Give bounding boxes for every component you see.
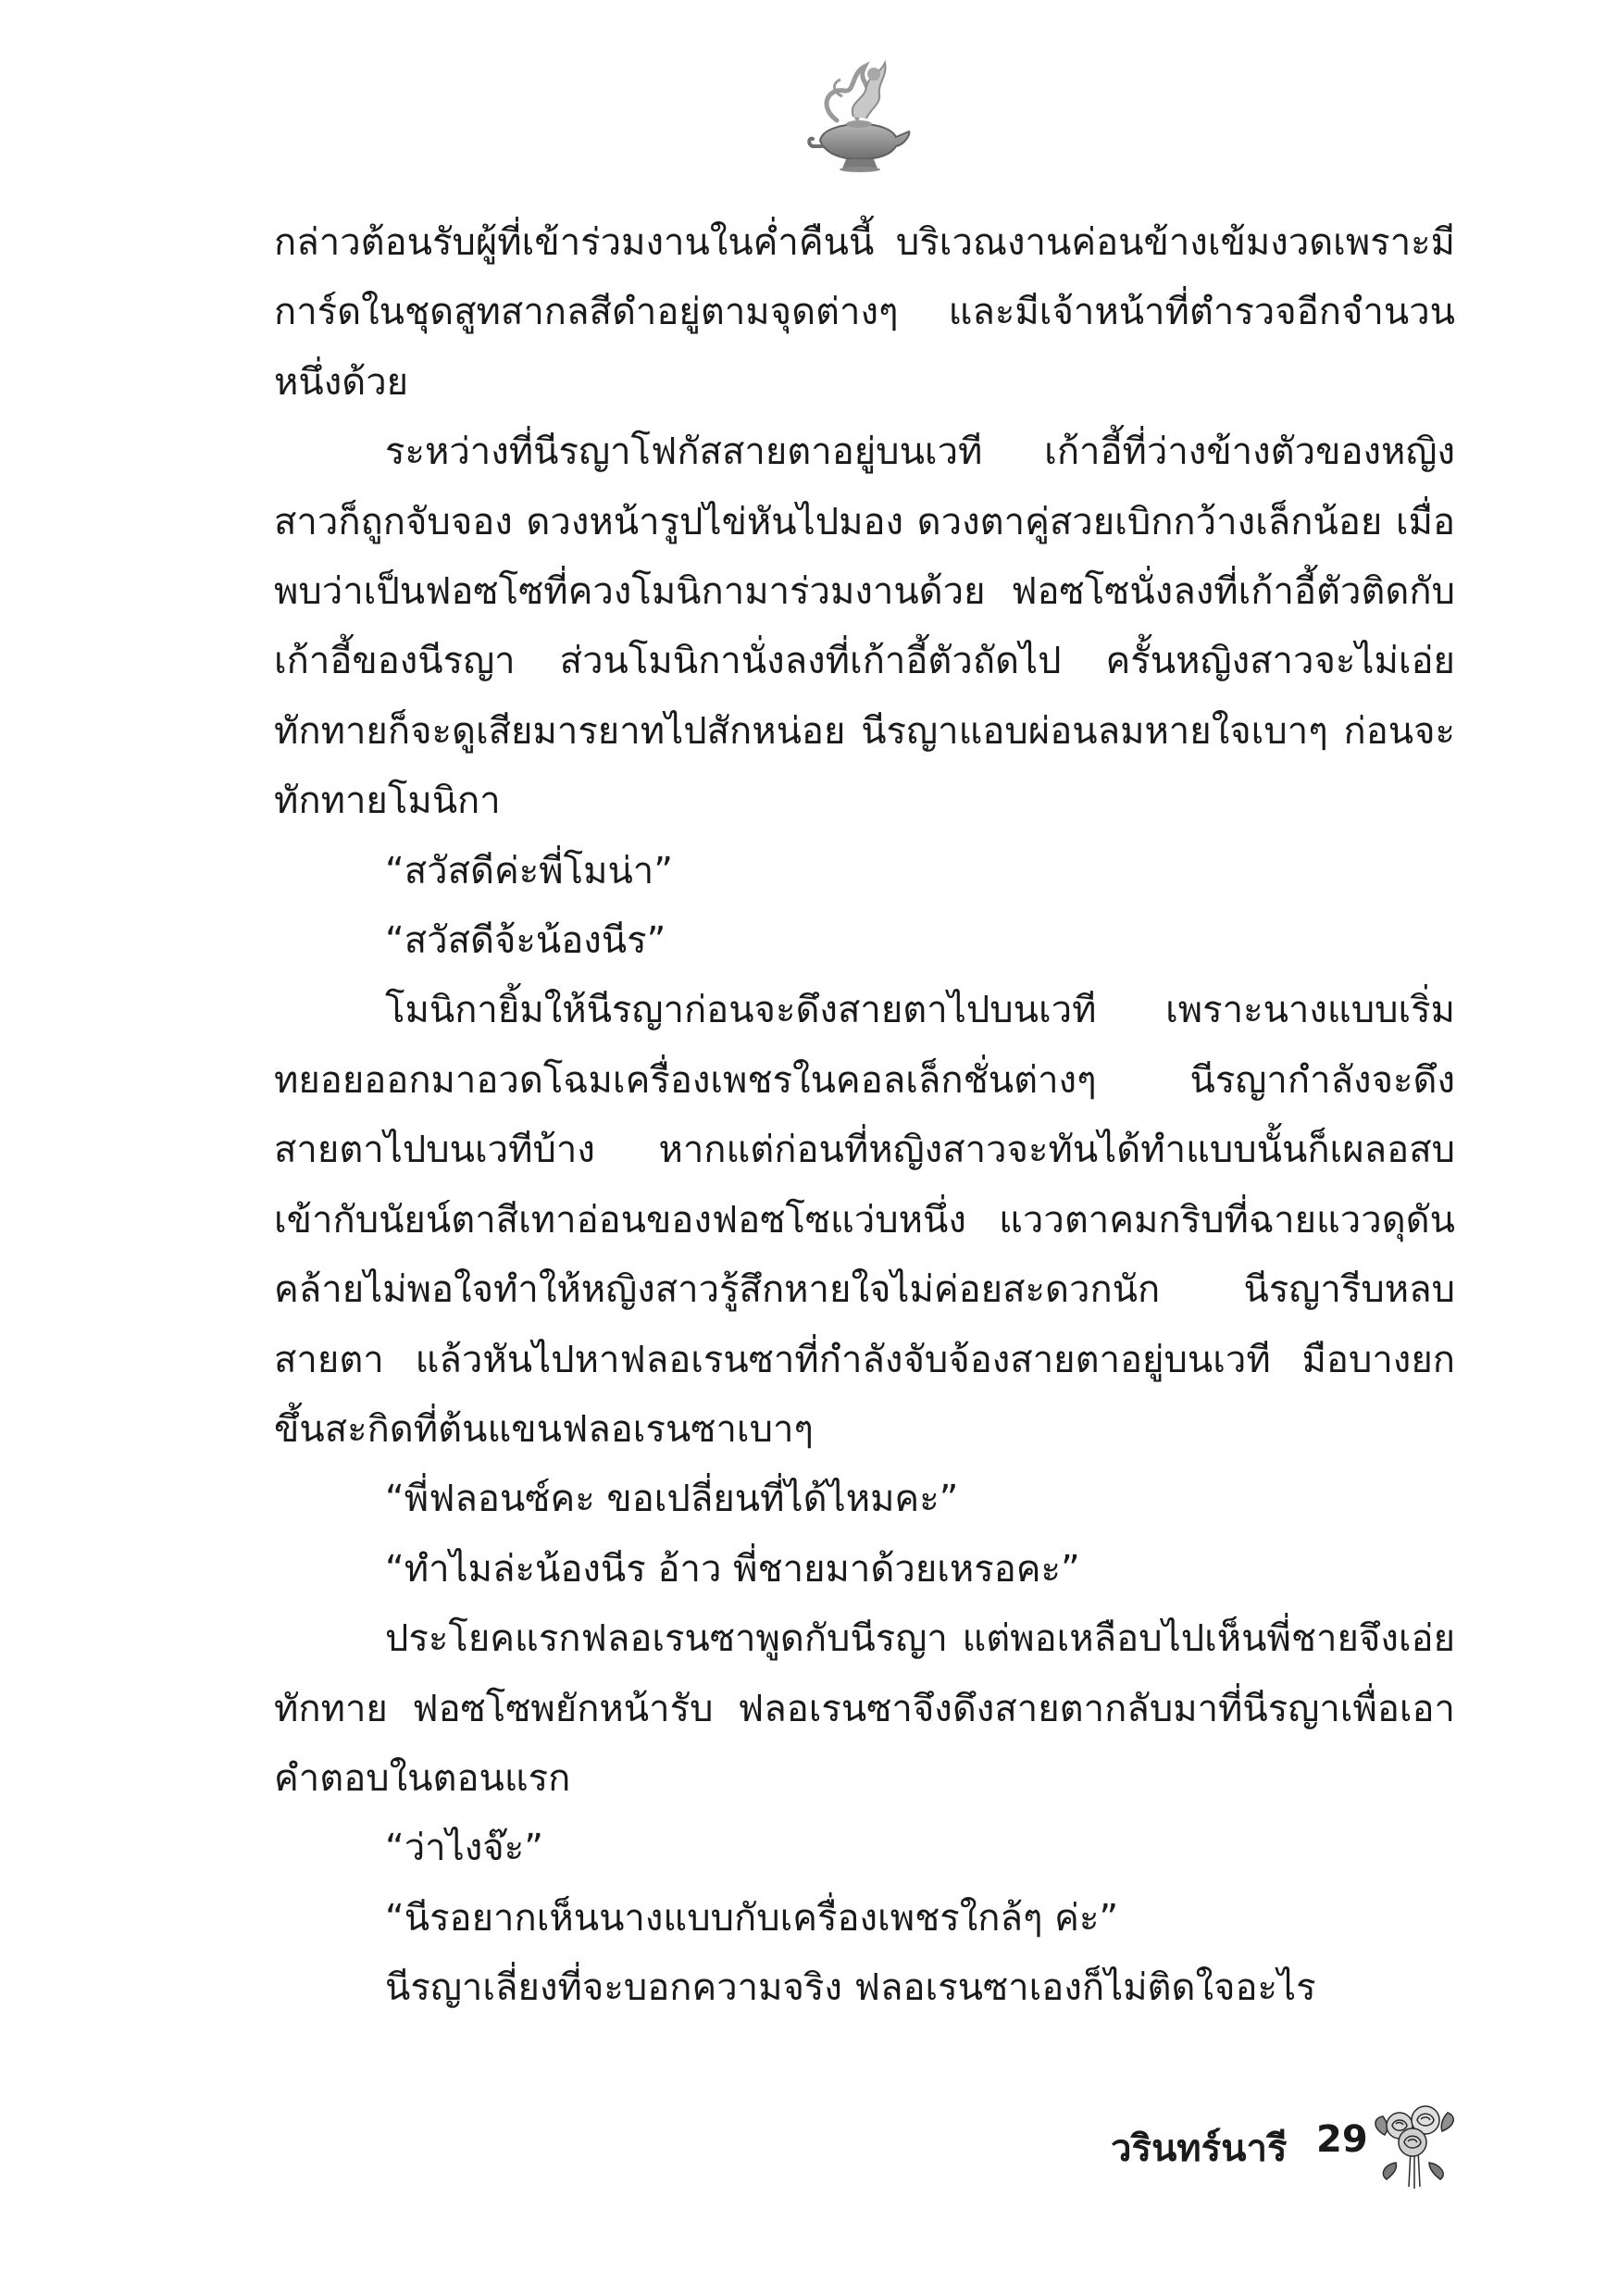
paragraph: “สวัสดีค่ะพี่โมน่า” [385, 849, 673, 892]
paragraph: นีรญาเลี่ยงที่จะบอกความจริง ฟลอเรนซาเองก็ไม่ติดใจอะไร [385, 1966, 1316, 2010]
page-number: 29 [1316, 2118, 1368, 2161]
paragraph: ระหว่างที่นีรญาโฟกัสสายตาอยู่บนเวที เก้าอี้ที่ว่างข้างตัวของหญิงสาวก็ถูกจับจอง ดวงหน้ารูปไข่หันไปมอง ดวงตาคู่สวยเบิกกว้างเล็กน้อย เมื่อพบว่าเป็นฟอซโซที่ควงโมนิกามาร่วมงานด้วย ฟอซโซนั่งลงที่เก้าอี้ตัวติดกับเก้าอี้ของนีรญา ส่วนโมนิกานั่งลงที่เก้าอี้ตัวถัดไป ครั้นหญิงสาวจะไม่เอ่ยทักทายก็จะดูเสียมารยาทไปสักหน่อย นีรญาแอบผ่อนลมหายใจเบาๆ ก่อนจะทักทายโมนิกา [274, 430, 1455, 823]
paragraph: โมนิกายิ้มให้นีรญาก่อนจะดึงสายตาไปบนเวที เพราะนางแบบเริ่มทยอยออกมาอวดโฉมเครื่องเพชรในคอลเล็กชั่นต่างๆ นีรญากำลังจะดึงสายตาไปบนเวทีบ้าง หากแต่ก่อนที่หญิงสาวจะทันได้ทำแบบนั้นก็เผลอสบเข้ากับนัยน์ตาสีเทาอ่อนของฟอซโซแว่บหนึ่ง แววตาคมกริบที่ฉายแววดุดันคล้ายไม่พอใจทำให้หญิงสาวรู้สึกหายใจไม่ค่อยสะดวกนัก นีรญารีบหลบสายตา แล้วหันไปหาฟลอเรนซาที่กำลังจับจ้องสายตาอยู่บนเวที มือบางยกขึ้นสะกิดที่ต้นแขนฟลอเรนซาเบาๆ [274, 989, 1455, 1451]
paragraph: กล่าวต้อนรับผู้ที่เข้าร่วมงานในค่ำคืนนี้ บริเวณงานค่อนข้างเข้มงวดเพราะมีการ์ดในชุดสูทสากลสีดำอยู่ตามจุดต่างๆ และมีเจ้าหน้าที่ตำรวจอีกจำนวนหนึ่งด้วย [274, 221, 1455, 404]
rose-bouquet-icon [1368, 2098, 1461, 2190]
paragraph: “สวัสดีจ้ะน้องนีร” [385, 919, 666, 963]
page-footer [1092, 2102, 1481, 2185]
paragraph: “พี่ฟลอนซ์คะ ขอเปลี่ยนที่ได้ไหมคะ” [385, 1478, 959, 1521]
body-text [274, 208, 1455, 2024]
genie-lamp-ornament-icon [800, 56, 920, 176]
paragraph: ประโยคแรกฟลอเรนซาพูดกับนีรญา แต่พอเหลือบไปเห็นพี่ชายจึงเอ่ยทักทาย ฟอซโซพยักหน้ารับ ฟลอเรนซาจึงดึงสายตากลับมาที่นีรญาเพื่อเอาคำตอบในตอนแรก [274, 1617, 1455, 1800]
book-title: วรินทร์นารี [1111, 2128, 1288, 2170]
paragraph: “นีรอยากเห็นนางแบบกับเครื่องเพชรใกล้ๆ ค่ะ” [385, 1896, 1119, 1940]
paragraph: “ว่าไงจ๊ะ” [385, 1827, 543, 1870]
paragraph: “ทำไมล่ะน้องนีร อ้าว พี่ชายมาด้วยเหรอคะ” [385, 1547, 1080, 1591]
